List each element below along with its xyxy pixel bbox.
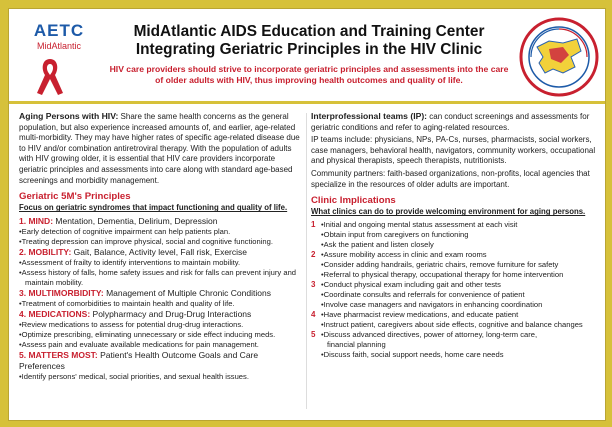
implication-item	[311, 220, 599, 250]
m-desc: Polypharmacy and Drug-Drug Interactions	[90, 308, 252, 319]
ip-text: can conduct screenings and assessments for geriatric conditions and refer to aging-related resources.	[311, 112, 590, 132]
m-item-matters-most	[19, 350, 305, 382]
m-number: 3.	[19, 287, 27, 298]
list-item: • Conduct physical exam including gait and other tests	[321, 280, 599, 290]
page-title: MidAtlantic AIDS Education and Training Center	[133, 23, 485, 40]
list-item: • Involve case managers and navigators in enhancing coordination	[321, 300, 599, 310]
list-item: • Assure mobility access in clinic and exam rooms	[321, 250, 599, 260]
aetc-logo-subtitle: MidAtlantic	[36, 41, 81, 51]
page-subtitle: Integrating Geriatric Principles in the HIV Clinic	[135, 41, 483, 58]
implications-subheading: What clinics can do to provide welcoming environment for aging persons.	[311, 207, 586, 217]
left-column	[19, 111, 305, 382]
list-item: • Discuss faith, social support needs, home care needs	[321, 350, 599, 360]
list-item: • Instruct patient, caregivers about side effects, cognitive and balance changes	[321, 320, 599, 330]
title-block	[109, 23, 509, 86]
list-item: • Consider adding handrails, geriatric chairs, remove furniture for safety	[321, 260, 599, 270]
mission-statement: HIV care providers should strive to incorporate geriatric principles and assessments into the care of older adults with HIV, thus improving health outcomes and quality of life.	[109, 64, 509, 85]
list-item: • Review medications to assess for potential drug-drug interactions.	[19, 320, 305, 330]
implication-item	[311, 330, 599, 360]
m-item-multimorbidity	[19, 288, 305, 309]
list-item: • Ask the patient and listen closely	[321, 240, 599, 250]
m-desc: Management of Multiple Chronic Conditions	[103, 287, 271, 298]
aetc-logo-word: AETC	[33, 21, 85, 40]
principles-heading: Geriatric 5M's Principles	[19, 191, 131, 203]
implication-number: 3	[311, 279, 316, 289]
header	[9, 9, 605, 101]
aging-text: Share the same health concerns as the general population, but also experience increased amounts of, and earlier, age-related multi-morbidity. They may have higher rates of specific age-related disease due to HIV and/or combination antiretroviral therapy. With the population of adults with HIV growing older, it is essential that HIV care providers incorporate geriatric principles and assessments into care along with standard age-based screenings and morbidity management.	[19, 112, 300, 185]
m-number: 4.	[19, 308, 27, 319]
implication-number: 5	[311, 329, 316, 339]
m-number: 5.	[19, 349, 27, 360]
implications-heading: Clinic Implications	[311, 195, 396, 207]
m-desc: Gait, Balance, Activity level, Fall risk, Exercise	[71, 246, 248, 257]
m-item-mind	[19, 216, 305, 247]
list-item: • Referral to physical therapy, occupational therapy for home intervention	[321, 270, 599, 280]
red-ribbon-icon	[35, 55, 65, 97]
list-item: • Early detection of cognitive impairment can help patients plan.	[19, 227, 305, 237]
m-name: MEDICATIONS:	[28, 308, 91, 319]
region-map-seal-icon	[519, 17, 599, 97]
m-desc: Mentation, Dementia, Delirium, Depression	[53, 215, 218, 226]
list-item: • Assessment of frailty to identify interventions to maintain mobility.	[19, 258, 305, 268]
m-item-mobility	[19, 247, 305, 288]
m-desc: Patient's Health Outcome Goals and Care Preferences	[19, 349, 259, 371]
info-card	[8, 8, 606, 421]
m-number: 1.	[19, 215, 27, 226]
m-name: MOBILITY:	[28, 246, 72, 257]
header-rule	[9, 101, 605, 104]
ip-paragraph	[311, 111, 599, 133]
implication-number: 1	[311, 219, 316, 229]
implication-item	[311, 310, 599, 330]
principles-subheading: Focus on geriatric syndromes that impact functioning and quality of life.	[19, 203, 288, 213]
list-item: • Treatment of comorbidities to maintain health and quality of life.	[19, 299, 305, 309]
list-item: • Assess history of falls, home safety issues and risk for falls can prevent injury and maintain mobility.	[19, 268, 305, 288]
ip-teams: IP teams include: physicians, NPs, PA-Cs, nurses, pharmacists, social workers, case managers, behavioral health, navigators, community workers, occupational and physical therapists, speech therapists, nutritionists.	[311, 135, 596, 166]
aging-lead: Aging Persons with HIV:	[19, 111, 119, 121]
implication-number: 4	[311, 309, 316, 319]
list-item: • Discuss advanced directives, power of attorney, long-term care,	[321, 330, 599, 340]
implication-item	[311, 280, 599, 310]
list-item: • Optimize prescribing, eliminating unnecessary or side effect inducing meds.	[19, 330, 305, 340]
column-divider	[306, 113, 307, 409]
implication-item	[311, 250, 599, 280]
list-item: • Obtain input from caregivers on functioning	[321, 230, 599, 240]
community-partners: Community partners: faith-based organizations, non-profits, local agencies that specialize in the resources of older adults are important.	[311, 168, 590, 189]
m-name: MATTERS MOST:	[28, 349, 98, 360]
aetc-logo	[21, 19, 101, 99]
ip-lead: Interprofessional teams (IP):	[311, 111, 428, 121]
list-item: • Assess pain and evaluate available medications for pain management.	[19, 340, 305, 350]
m-name: MIND:	[28, 215, 54, 226]
m-item-medications	[19, 309, 305, 350]
list-item: • Coordinate consults and referrals for convenience of patient	[321, 290, 599, 300]
implication-number: 2	[311, 249, 316, 259]
list-item-continuation: financial planning	[327, 339, 386, 349]
right-column	[311, 111, 599, 360]
list-item: • Identify persons' medical, social priorities, and sexual health issues.	[19, 372, 305, 382]
m-name: MULTIMORBIDITY:	[28, 287, 104, 298]
list-item: • Have pharmacist review medications, and educate patient	[321, 310, 599, 320]
list-item: • Treating depression can improve physical, social and cognitive functioning.	[19, 237, 305, 247]
m-number: 2.	[19, 246, 27, 257]
list-item: • Initial and ongoing mental status assessment at each visit	[321, 220, 599, 230]
aging-paragraph	[19, 111, 305, 186]
